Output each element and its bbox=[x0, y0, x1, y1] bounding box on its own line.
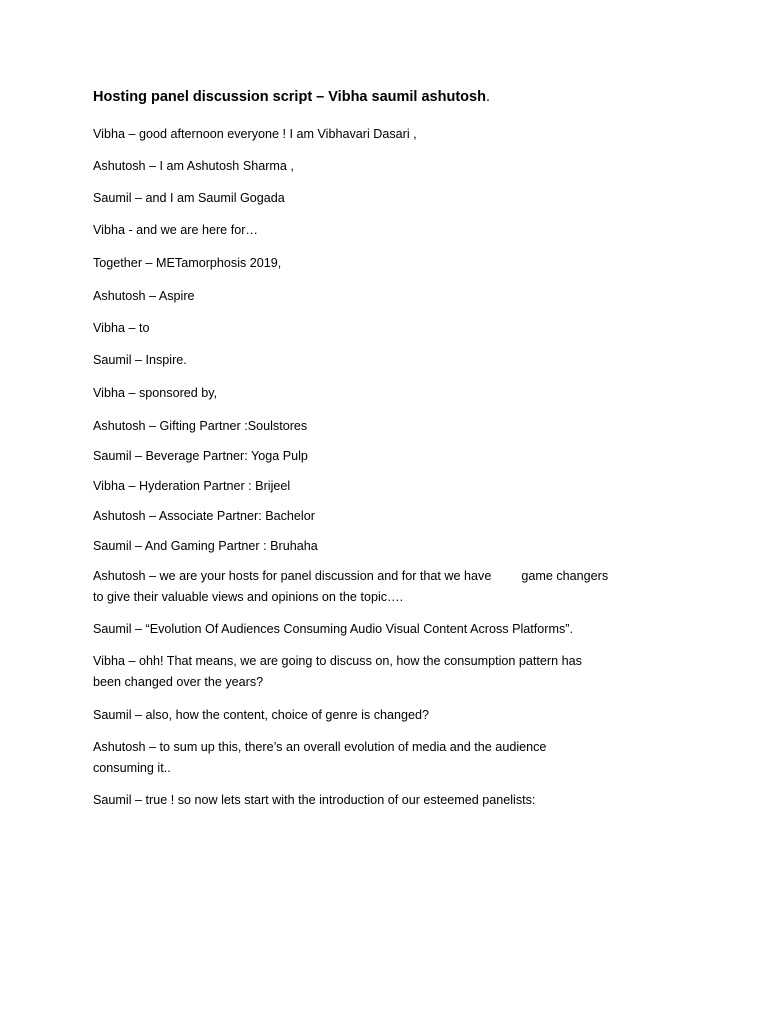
script-para-hosts bbox=[93, 566, 693, 608]
title-text: Hosting panel discussion script – Vibha saumil ashutosh bbox=[93, 89, 486, 105]
script-line-to: Vibha – to bbox=[93, 321, 150, 335]
hosts-text-part2: game changers bbox=[521, 569, 609, 583]
script-line-vibha-here-for: Vibha - and we are here for… bbox=[93, 223, 258, 237]
sum-up-text-line1: Ashutosh – to sum up this, there’s an overall evolution of media and the audience bbox=[93, 740, 547, 754]
script-line-inspire: Saumil – Inspire. bbox=[93, 353, 187, 367]
script-line-vibha-greeting: Vibha – good afternoon everyone ! I am Vibhavari Dasari , bbox=[93, 127, 417, 141]
script-para-vibha-consumption bbox=[93, 651, 683, 693]
script-line-hydration-partner: Vibha – Hyderation Partner : Brijeel bbox=[93, 479, 291, 493]
script-line-beverage-partner: Saumil – Beverage Partner: Yoga Pulp bbox=[93, 449, 308, 463]
hosts-text-part1: Ashutosh – we are your hosts for panel discussion and for that we have bbox=[93, 569, 492, 583]
title-period: . bbox=[485, 89, 490, 105]
script-line-associate-partner: Ashutosh – Associate Partner: Bachelor bbox=[93, 509, 315, 523]
consumption-text-line2: been changed over the years? bbox=[93, 675, 264, 689]
script-para-introduction: Saumil – true ! so now lets start with the introduction of our esteemed panelists: bbox=[93, 793, 536, 807]
script-line-saumil-intro: Saumil – and I am Saumil Gogada bbox=[93, 191, 285, 205]
script-line-gifting-partner: Ashutosh – Gifting Partner :Soulstores bbox=[93, 419, 308, 433]
script-para-sum-up bbox=[93, 737, 683, 779]
document-title bbox=[93, 89, 490, 105]
consumption-text-line1: Vibha – ohh! That means, we are going to discuss on, how the consumption pattern has bbox=[93, 654, 582, 668]
script-line-gaming-partner: Saumil – And Gaming Partner : Bruhaha bbox=[93, 539, 318, 553]
sum-up-text-line2: consuming it.. bbox=[93, 761, 171, 775]
script-line-ashutosh-intro: Ashutosh – I am Ashutosh Sharma , bbox=[93, 159, 294, 173]
script-line-sponsored-by: Vibha – sponsored by, bbox=[93, 386, 218, 400]
script-line-aspire: Ashutosh – Aspire bbox=[93, 289, 195, 303]
hosts-text-part3: to give their valuable views and opinions on the topic…. bbox=[93, 590, 404, 604]
script-para-genre: Saumil – also, how the content, choice of genre is changed? bbox=[93, 708, 430, 722]
script-para-topic: Saumil – “Evolution Of Audiences Consuming Audio Visual Content Across Platforms”. bbox=[93, 622, 573, 636]
script-line-together: Together – METamorphosis 2019, bbox=[93, 256, 282, 270]
